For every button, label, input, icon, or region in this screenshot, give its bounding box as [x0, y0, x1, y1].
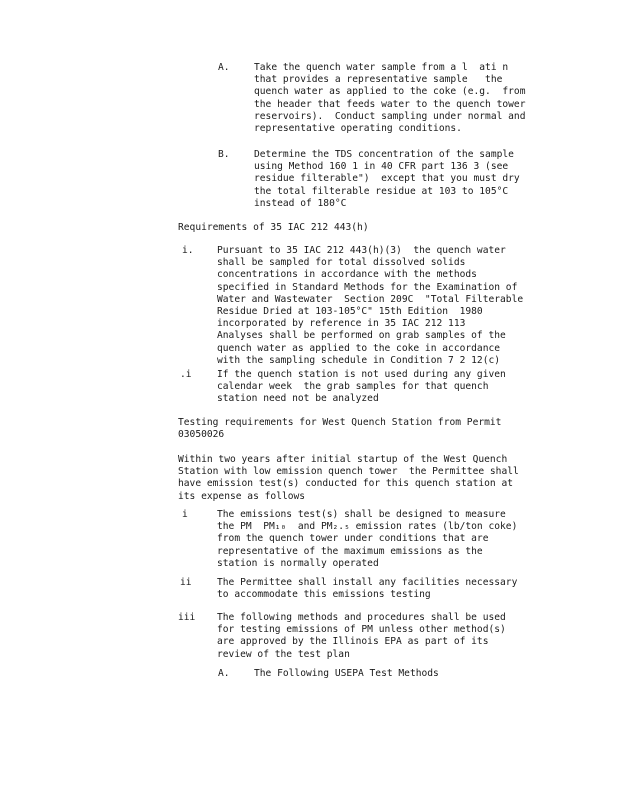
text-line: representative operating conditions. [254, 123, 462, 135]
text-line: representative of the maximum emissions as the [217, 545, 483, 557]
text-line: from the quench tower under conditions that are [217, 533, 489, 545]
text-line: reservoirs). Conduct sampling under normal and [254, 110, 526, 122]
text-line: Analyses shall be performed on grab samples of the [217, 330, 506, 342]
text-line: Determine the TDS concentration of the sample [254, 149, 514, 160]
text-line: the header that feeds water to the quench tower [254, 98, 526, 110]
item-i2-text [217, 509, 517, 570]
item-i2-label: i [182, 509, 188, 520]
text-line: quench water as applied to the coke (e.g. from [254, 86, 526, 98]
section-heading-2 [178, 417, 501, 441]
text-line: Water and Wastewater Section 209C "Total Filterable [217, 293, 524, 305]
item-ii-text [217, 369, 506, 406]
text-line: Pursuant to 35 IAC 212 443(h)(3) the quench water [217, 245, 506, 256]
text-line: that provides a representative sample the [254, 74, 503, 86]
item-b-label: B. [218, 149, 230, 160]
text-line: The Following USEPA Test Methods [254, 668, 439, 679]
item-ii2-text [217, 577, 517, 601]
text-line: shall be sampled for total dissolved solids [217, 257, 466, 269]
item-iii-a-label: A. [218, 668, 230, 679]
item-iii-text [217, 612, 506, 661]
item-a-label: A. [218, 62, 230, 73]
heading-text: Requirements of 35 IAC 212 443(h) [178, 222, 369, 233]
text-line: station is normally operated [217, 557, 379, 569]
text-line: station need not be analyzed [217, 393, 379, 405]
text-line: using Method 160 1 in 40 CFR part 136 3 (see [254, 161, 509, 173]
item-b-text [254, 149, 520, 210]
text-line: quench water as applied to the coke in accordance [217, 342, 501, 354]
text-line: Station with low emission quench tower the Permittee shall [178, 466, 519, 478]
item-iii-label: iii [178, 612, 196, 623]
heading-text: Testing requirements for West Quench Station from Permit [178, 417, 502, 428]
item-ii-label: .i [180, 369, 192, 380]
text-line: the total filterable residue at 103 to 105°C [254, 185, 509, 197]
heading-text: 03050026 [178, 429, 225, 441]
section-heading-1 [178, 222, 369, 234]
item-i-label: i. [182, 245, 194, 256]
text-line: instead of 180°C [254, 197, 347, 209]
text-line: Take the quench water sample from a l ati n [254, 62, 509, 73]
text-line: specified in Standard Methods for the Examination of [217, 281, 518, 293]
item-ii2-label: ii [180, 577, 192, 588]
text-line: The following methods and procedures shall be used [217, 612, 506, 623]
text-line: to accommodate this emissions testing [217, 589, 431, 601]
text-line: The emissions test(s) shall be designed to measure [217, 509, 506, 520]
text-line: concentrations in accordance with the methods [217, 269, 477, 281]
text-line: Residue Dried at 103-105°C" 15th Edition 1980 [217, 306, 483, 318]
text-line: have emission test(s) conducted for this quench station at [178, 478, 514, 490]
text-line: The Permittee shall install any facilities necessary [217, 577, 518, 588]
text-line: are approved by the Illinois EPA as part of its [217, 636, 489, 648]
text-line: residue filterable") except that you must dry [254, 173, 520, 185]
text-line: its expense as follows [178, 490, 306, 502]
item-i-text [217, 245, 523, 367]
text-line: incorporated by reference in 35 IAC 212 113 [217, 318, 466, 330]
text-line: If the quench station is not used during any given [217, 369, 506, 380]
text-line: the PM PM₁₀ and PM₂.₅ emission rates (lb/ton coke) [217, 521, 518, 533]
text-line: review of the test plan [217, 648, 350, 660]
text-line: for testing emissions of PM unless other method(s) [217, 624, 506, 636]
intro-paragraph [178, 454, 519, 503]
item-iii-a-text [254, 668, 439, 680]
text-line: Within two years after initial startup of the West Quench [178, 454, 508, 465]
text-line: with the sampling schedule in Condition 7 2 12(c) [217, 354, 501, 366]
item-a-text [254, 62, 525, 135]
text-line: calendar week the grab samples for that quench [217, 381, 489, 393]
